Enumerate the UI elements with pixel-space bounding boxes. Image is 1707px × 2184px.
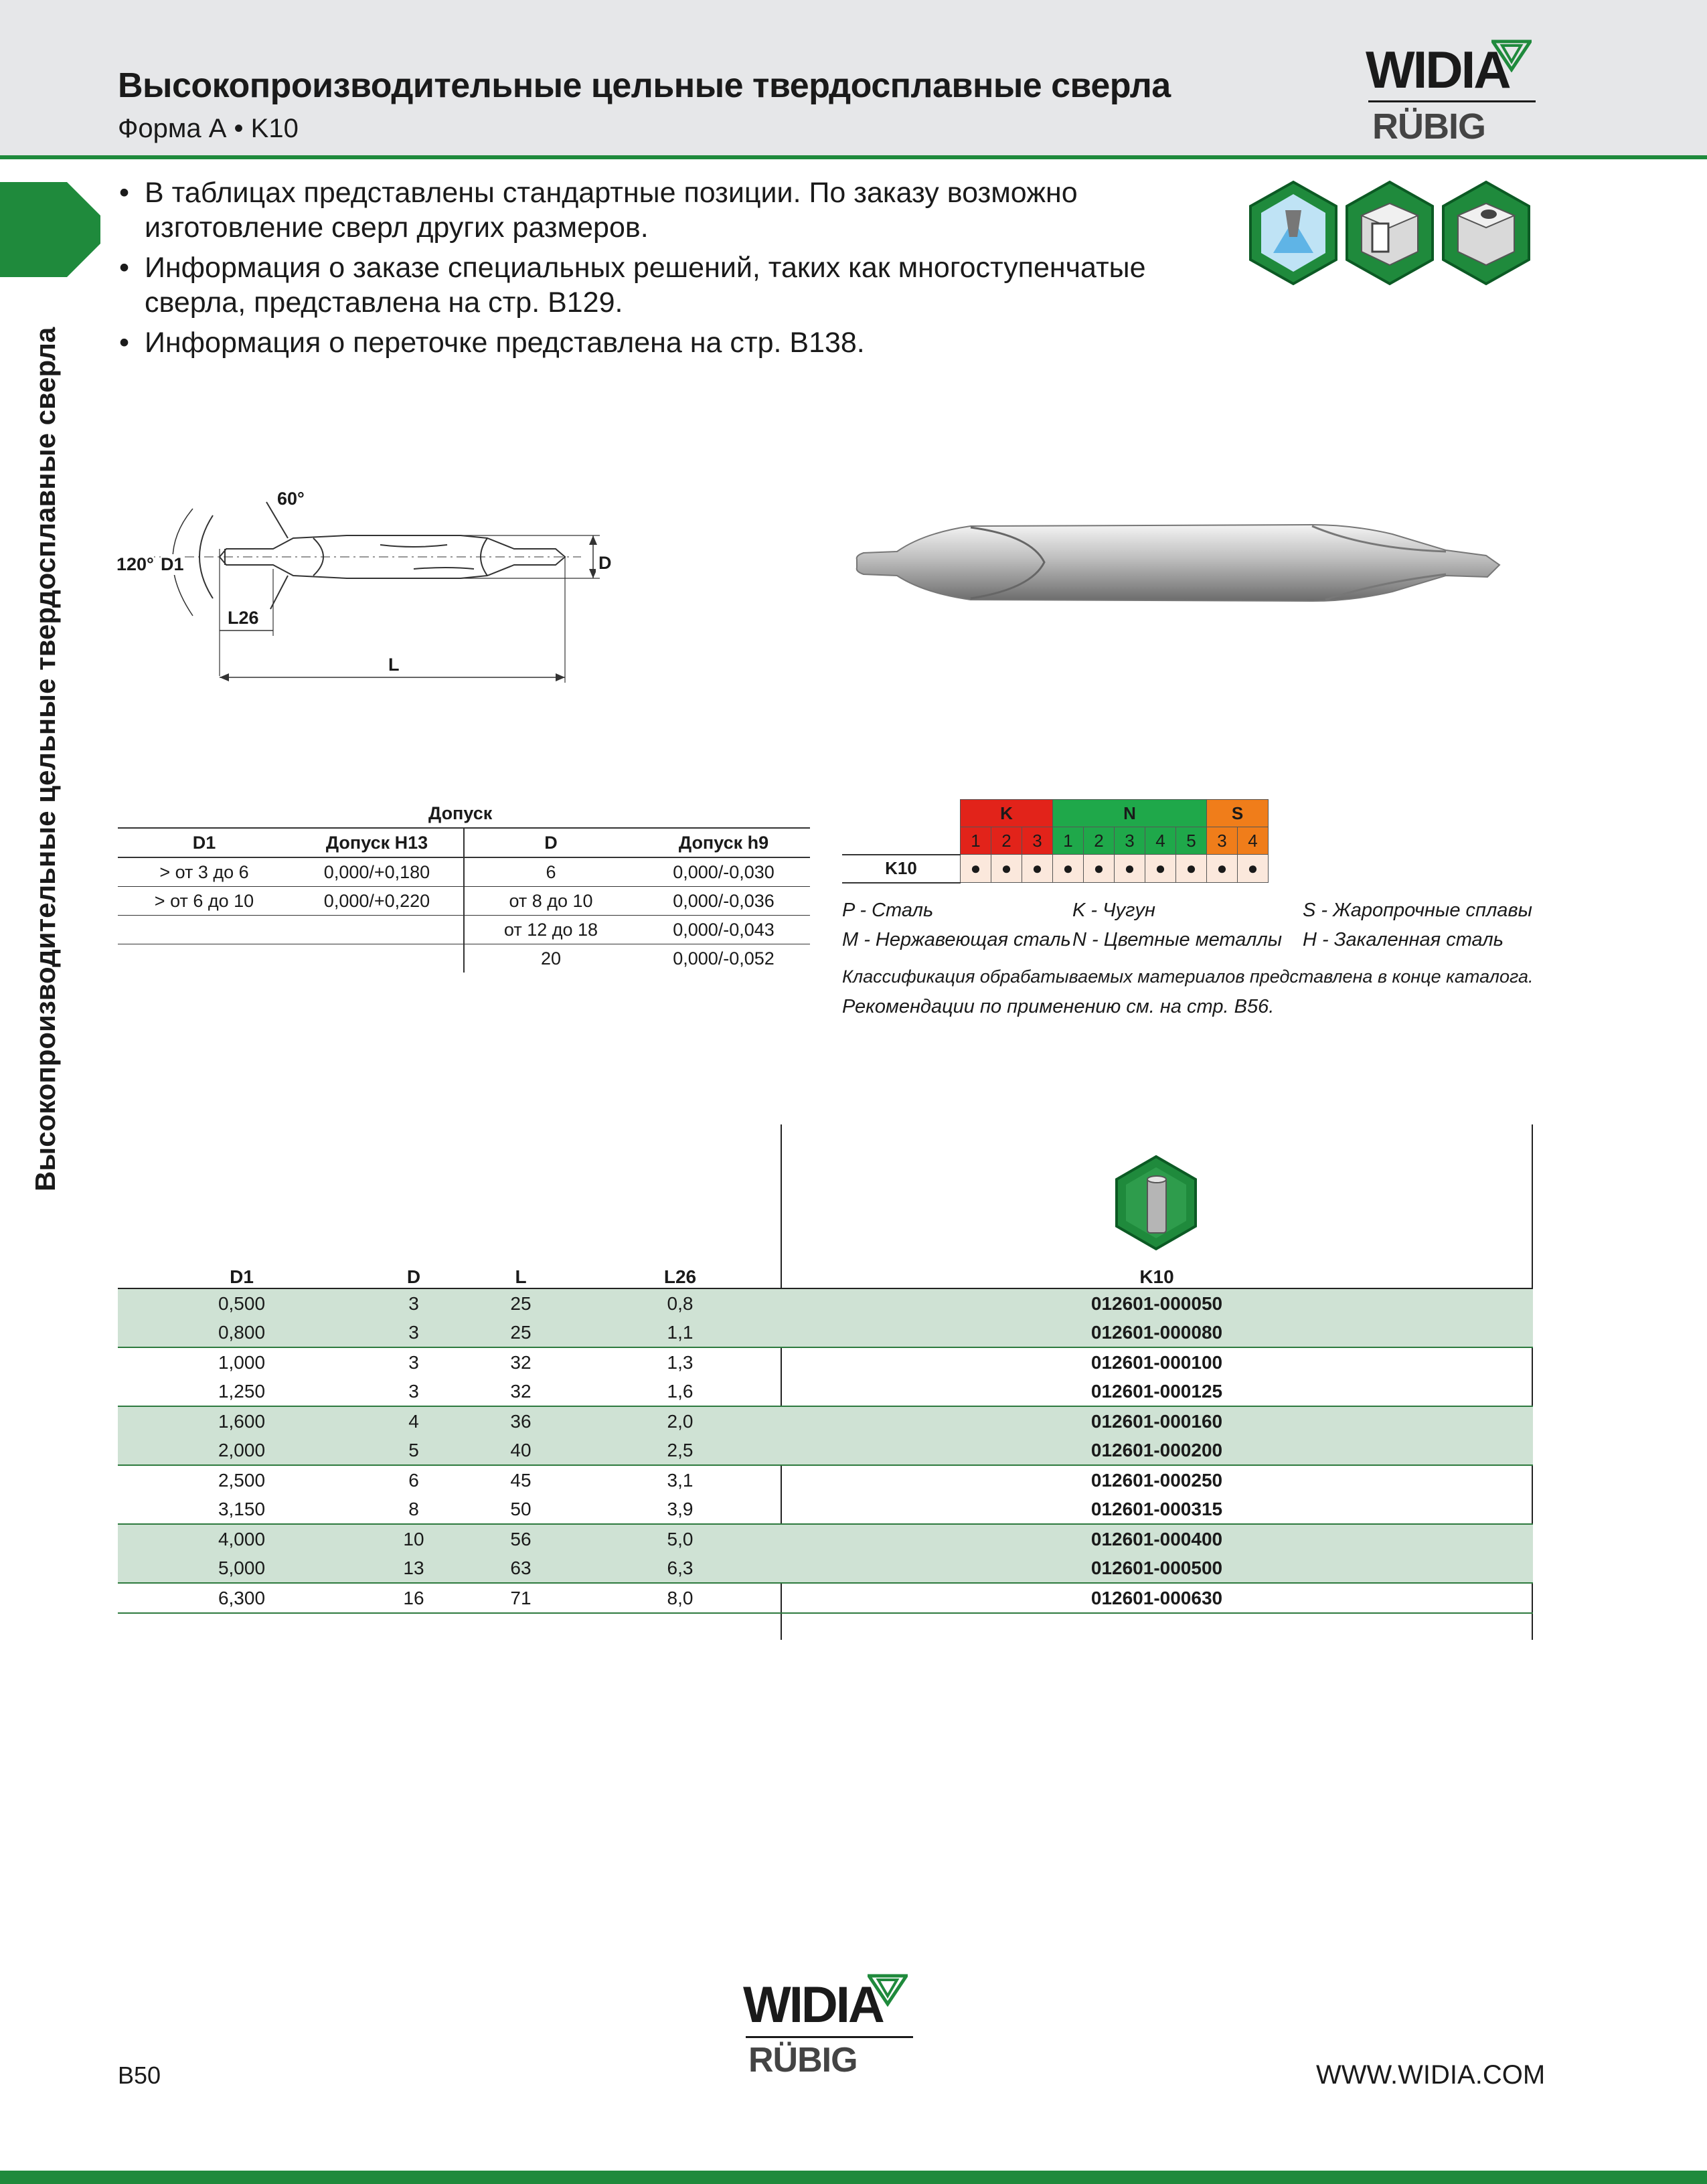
cell-code: 012601-000050 [781, 1288, 1533, 1318]
logo-triangle-icon [1491, 39, 1532, 72]
legend-s: S - Жаропрочные сплавы [1303, 900, 1532, 921]
cell-code: 012601-000100 [1090, 1351, 1223, 1373]
sub-n2: 2 [1084, 827, 1115, 855]
col-header-l26: L26 [663, 1266, 697, 1287]
info-bullets [118, 175, 1242, 365]
tol-header-d: D [544, 832, 558, 853]
col-header-k10: K10 [1139, 1266, 1174, 1287]
logo-rubig: RÜBIG [1372, 106, 1485, 147]
dot-cell: ● [1145, 855, 1176, 883]
l26-label: L26 [228, 608, 259, 628]
table-row [118, 1583, 1533, 1613]
dot-cell: ● [1115, 855, 1145, 883]
bullet-item: • В таблицах представлены стандартные позиции. По заказу возможно изготовление сверл других размеров. [118, 175, 1242, 245]
cell-d: 8 [408, 1498, 419, 1519]
tolerance-table [118, 827, 810, 973]
logo-divider [1368, 100, 1536, 102]
footer-bar [0, 2171, 1707, 2184]
drill-outline [112, 482, 621, 696]
dot-cell: ● [1238, 855, 1269, 883]
cell-l: 63 [462, 1553, 580, 1583]
cell-d: 10 [365, 1524, 462, 1553]
dot-cell: ● [1022, 855, 1053, 883]
logo-rubig: RÜBIG [748, 2041, 858, 2080]
cell-l: 56 [462, 1524, 580, 1553]
cell-code: 012601-000500 [781, 1553, 1533, 1583]
through-hole-icon [1439, 179, 1533, 286]
cell-d1: 0,800 [118, 1318, 365, 1347]
page-number: B50 [118, 2062, 161, 2089]
legend-k: K - Чугун [1072, 900, 1155, 921]
product-table [118, 1127, 1533, 1614]
tol-cell: 0,000/-0,036 [673, 890, 775, 911]
cell-l: 32 [510, 1351, 532, 1373]
grid-blank [842, 827, 961, 855]
tol-cell: > от 6 до 10 [154, 890, 254, 911]
table-row [118, 1553, 1533, 1583]
cell-d: 13 [365, 1553, 462, 1583]
sub-n1: 1 [1053, 827, 1084, 855]
angle-top-label: 60° [277, 489, 305, 509]
header-rule [0, 155, 1707, 159]
logo-divider [746, 2036, 913, 2038]
tol-cell: 0,000/-0,052 [673, 948, 775, 969]
logo-widia: WIDIA [1366, 40, 1510, 99]
cell-l26: 2,0 [580, 1406, 781, 1436]
cell-l26: 8,0 [667, 1587, 694, 1608]
legend-p: P - Сталь [842, 900, 934, 921]
cell-d: 3 [408, 1380, 419, 1402]
tol-cell: 0,000/-0,043 [673, 919, 775, 940]
table-row [118, 1347, 1533, 1377]
table-row [118, 1436, 1533, 1465]
feature-icons [1246, 179, 1534, 286]
tol-cell: 20 [540, 948, 562, 969]
grade-label: K10 [842, 855, 961, 883]
tol-header-h9: Допуск h9 [678, 832, 769, 853]
cell-l26: 5,0 [580, 1524, 781, 1553]
col-header-l: L [515, 1266, 527, 1287]
cell-d1: 1,600 [118, 1406, 365, 1436]
group-s: S [1207, 800, 1269, 827]
table-row [118, 1465, 1533, 1495]
table-row [118, 1406, 1533, 1436]
dot-cell: ● [1084, 855, 1115, 883]
tol-cell: 0,000/+0,220 [291, 887, 464, 916]
sub-s4: 4 [1238, 827, 1269, 855]
sub-s3: 3 [1207, 827, 1238, 855]
cell-d1: 3,150 [218, 1498, 266, 1519]
sub-k3: 3 [1022, 827, 1053, 855]
header-logo [1366, 39, 1540, 146]
drill-drawing [112, 482, 621, 696]
sub-k1: 1 [961, 827, 991, 855]
table-row [118, 1318, 1533, 1347]
cell-d: 4 [365, 1406, 462, 1436]
table-row [118, 1524, 1533, 1553]
col-header-d1: D1 [230, 1266, 254, 1287]
sub-n5: 5 [1176, 827, 1207, 855]
cell-l: 32 [510, 1380, 532, 1402]
cell-l: 40 [462, 1436, 580, 1465]
cell-d1: 1,000 [218, 1351, 266, 1373]
cell-l26: 0,8 [580, 1288, 781, 1318]
cell-code: 012601-000250 [1090, 1469, 1223, 1491]
col-header-d: D [406, 1266, 421, 1287]
legend-m: M - Нержавеющая сталь [842, 929, 1071, 950]
cell-l: 45 [510, 1469, 532, 1491]
cell-code: 012601-000630 [1090, 1587, 1223, 1608]
coolant-icon [1246, 179, 1340, 286]
tolerance-caption: Допуск [428, 803, 493, 823]
dot-cell: ● [1176, 855, 1207, 883]
tol-cell: 0,000/+0,180 [291, 857, 464, 887]
cell-code: 012601-000125 [1090, 1380, 1223, 1402]
page-subtitle: Форма А • K10 [118, 114, 299, 143]
table-row [118, 1377, 1533, 1406]
cell-l: 71 [510, 1587, 532, 1608]
cell-d: 3 [365, 1318, 462, 1347]
cell-d: 6 [408, 1469, 419, 1491]
cell-l26: 1,3 [667, 1351, 694, 1373]
legend-h: H - Закаленная сталь [1303, 929, 1503, 950]
cell-l: 50 [510, 1498, 532, 1519]
l-label: L [388, 655, 400, 675]
sub-k2: 2 [991, 827, 1022, 855]
cell-l26: 3,9 [667, 1498, 694, 1519]
tol-cell [118, 916, 291, 944]
sub-n4: 4 [1145, 827, 1176, 855]
cell-d1: 2,500 [218, 1469, 266, 1491]
cell-l: 25 [462, 1318, 580, 1347]
recommendation-note: Рекомендации по применению см. на стр. B56. [842, 996, 1275, 1017]
logo-triangle-icon [868, 1973, 908, 2007]
tol-cell: > от 3 до 6 [159, 861, 249, 882]
cell-d1: 0,500 [118, 1288, 365, 1318]
cell-l: 25 [462, 1288, 580, 1318]
section-tab [0, 182, 100, 277]
tol-cell: от 12 до 18 [503, 919, 598, 940]
cell-code: 012601-000080 [781, 1318, 1533, 1347]
cell-l26: 2,5 [580, 1436, 781, 1465]
cell-l26: 6,3 [580, 1553, 781, 1583]
tol-cell: 0,000/-0,030 [673, 861, 775, 882]
cell-code: 012601-000200 [781, 1436, 1533, 1465]
tol-cell [291, 916, 464, 944]
side-section-label: Высокопроизводительные цельные твердосплавные сверла [29, 327, 61, 1191]
bullet-item: • Информация о переточке представлена на стр. B138. [118, 325, 1242, 360]
cell-d: 16 [403, 1587, 424, 1608]
cell-l: 36 [462, 1406, 580, 1436]
dot-cell: ● [991, 855, 1022, 883]
cell-d1: 6,300 [218, 1587, 266, 1608]
cell-d1: 4,000 [118, 1524, 365, 1553]
cell-d1: 1,250 [218, 1380, 266, 1402]
page-title: Высокопроизводительные цельные твердосплавные сверла [118, 66, 1171, 105]
cell-d1: 5,000 [118, 1553, 365, 1583]
sub-n3: 3 [1115, 827, 1145, 855]
bullet-item: • Информация о заказе специальных решений, таких как многоступенчатые сверла, представлена на стр. B129. [118, 250, 1242, 320]
d1-label: D1 [161, 554, 184, 574]
cell-l26: 1,6 [667, 1380, 694, 1402]
cell-d1: 2,000 [118, 1436, 365, 1465]
material-note: Классификация обрабатываемых материалов представлена в конце каталога. [842, 967, 1534, 987]
drill-photo [843, 495, 1526, 629]
cell-d: 3 [408, 1351, 419, 1373]
cell-d: 3 [365, 1288, 462, 1318]
angle-left-label: 120° [116, 554, 154, 574]
website-link[interactable]: WWW.WIDIA.COM [1316, 2060, 1546, 2090]
cell-code: 012601-000315 [1090, 1498, 1223, 1519]
grid-blank [842, 800, 961, 827]
dot-cell: ● [961, 855, 991, 883]
dot-cell: ● [1053, 855, 1084, 883]
d-label: D [596, 553, 615, 574]
tol-cell: 6 [546, 861, 556, 882]
tol-cell: от 8 до 10 [509, 890, 593, 911]
footer-logo [743, 1973, 917, 2080]
group-k: K [961, 800, 1053, 827]
cell-l26: 3,1 [667, 1469, 694, 1491]
cell-code: 012601-000400 [781, 1524, 1533, 1553]
cell-l26: 1,1 [580, 1318, 781, 1347]
table-row [118, 1495, 1533, 1524]
tol-header-d1: D1 [192, 832, 216, 853]
tol-cell [291, 944, 464, 973]
cell-code: 012601-000160 [781, 1406, 1533, 1436]
cell-d: 5 [365, 1436, 462, 1465]
legend-n: N - Цветные металлы [1072, 929, 1283, 950]
tol-cell [118, 944, 291, 973]
table-row [118, 1288, 1533, 1318]
material-grid [842, 799, 1269, 884]
group-n: N [1053, 800, 1207, 827]
logo-widia: WIDIA [743, 1977, 883, 2033]
tol-header-h13: Допуск H13 [291, 828, 464, 857]
dot-cell: ● [1207, 855, 1238, 883]
blind-hole-icon [1343, 179, 1437, 286]
